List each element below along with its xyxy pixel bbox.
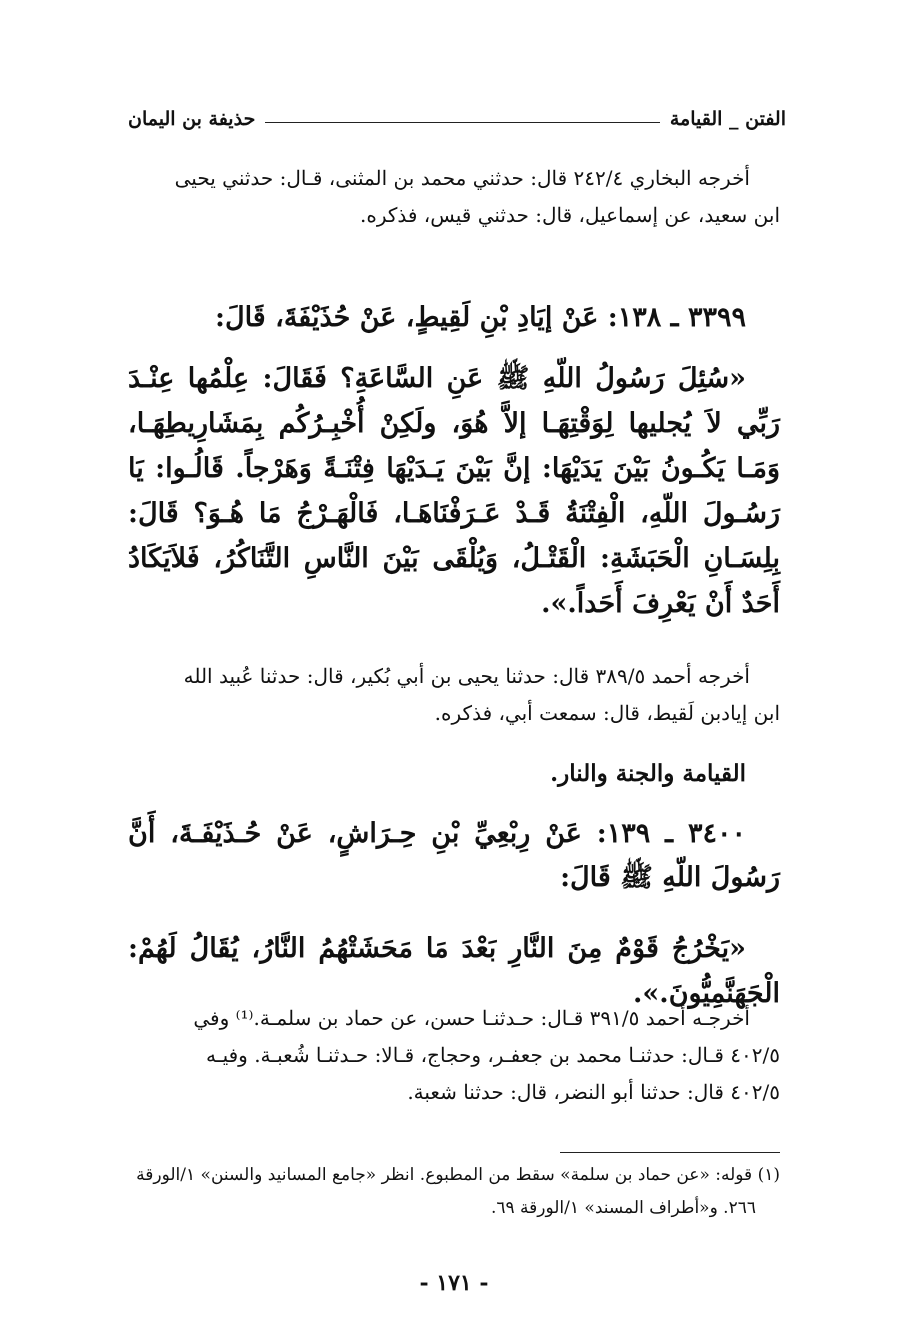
footnotes xyxy=(128,1152,780,1225)
hadith-text: «يَخْرُجُ قَوْمٌ مِنَ النَّارِ بَعْدَ مَا مَحَشَتْهُمُ النَّارُ، يُقَالُ لَهُمْ: الْجَهَنَّمِيُّونَ.». xyxy=(128,933,780,1009)
hadith-heading: ٣٤٠٠ ـ ١٣٩: عَنْ رِبْعِيِّ بْنِ حِـرَاشٍ، عَنْ حُـذَيْفَـةَ، أَنَّ رَسُولَ اللّهِ ﷺ قَالَ: xyxy=(128,818,780,893)
source-line: ٤٠٢/٥ قـال: حدثنـا محمد بن جعفـر، وحجاج، قـالا: حـدثنـا شُعبـة. وفيـه xyxy=(206,1043,780,1067)
header-companion: حذيفة بن اليمان xyxy=(128,108,256,130)
source-note-ahmad-2 xyxy=(128,1000,780,1111)
hadith-text: «سُئِلَ رَسُولُ اللّهِ ﷺ عَنِ السَّاعَةِ؟ فَقَالَ: عِلْمُها عِنْـدَ رَبِّي لاَ يُجليها لِوَقْتِهَـا إلاَّ هُوَ، ولَكِنْ أُخْبِـرُكُم بِمَشَارِيطِهَـا، وَمَـا يَكُـونُ بَيْنَ يَدَيْهَا: إنَّ بَيْنَ يَـدَيْهَا فِتْنَـةً وَهَرْجاً. قَالُـوا: يَا رَسُـولَ اللّهِ، الْفِتْنَةُ قَـدْ عَـرَفْنَاهَـا، فَالْهَـرْجُ مَا هُـوَ؟ قَالَ: بِلِسَـانِ الْحَبَشَةِ: الْقَتْـلُ، وَيُلْقَى بَيْنَ النَّاسِ التَّنَاكُرُ، فَلاَيَكَادُ أَحَدٌ أَنْ يَعْرِفَ أَحَداً.». xyxy=(128,363,780,619)
source-line: أخرجه البخاري ٢٤٢/٤ قال: حدثني محمد بن المثنى، قـال: حدثني يحيى xyxy=(174,166,750,190)
page-number: - ١٧١ - xyxy=(419,1270,489,1296)
section-title: القيامة والجنة والنار. xyxy=(550,760,746,787)
source-line: ٤٠٢/٥ قال: حدثنا أبو النضر، قال: حدثنا شعبة. xyxy=(407,1080,780,1104)
source-line: أخرجـه أحمد ٣٩١/٥ قـال: حـدثنـا حسن، عن حماد بن سلمـة.⁽¹⁾ وفي xyxy=(193,1006,750,1030)
section-heading-block xyxy=(128,760,780,787)
hadith-3399 xyxy=(128,296,780,626)
source-note-bukhari xyxy=(128,160,780,234)
hadith-heading: ٣٣٩٩ ـ ١٣٨: عَنْ إيَادِ بْنِ لَقِيطٍ، عَنْ حُذَيْفَةَ، قَالَ: xyxy=(215,302,746,333)
footnote-rule xyxy=(560,1152,780,1153)
source-line: ابن إيادبن لَقيط، قال: سمعت أبي، فذكره. xyxy=(434,701,780,725)
source-line: أخرجه أحمد ٣٨٩/٥ قال: حدثنا يحيى بن أبي بُكير، قال: حدثنا عُبيد الله xyxy=(183,664,750,688)
header-rule xyxy=(265,122,660,123)
source-line: ابن سعيد، عن إسماعيل، قال: حدثني قيس، فذكره. xyxy=(360,203,780,227)
running-header xyxy=(128,108,786,130)
footnote-line: ٢٦٦. و«أطراف المسند» ١/الورقة ٦٩. xyxy=(490,1198,756,1218)
footnote-line: (١) قوله: «عن حماد بن سلمة» سقط من المطبوع. انظر «جامع المسانيد والسنن» ١/الورقة xyxy=(136,1165,780,1185)
header-chapter: الفتن _ القيامة xyxy=(669,108,786,130)
hadith-3400 xyxy=(128,812,780,1016)
source-note-ahmad-1 xyxy=(128,658,780,732)
